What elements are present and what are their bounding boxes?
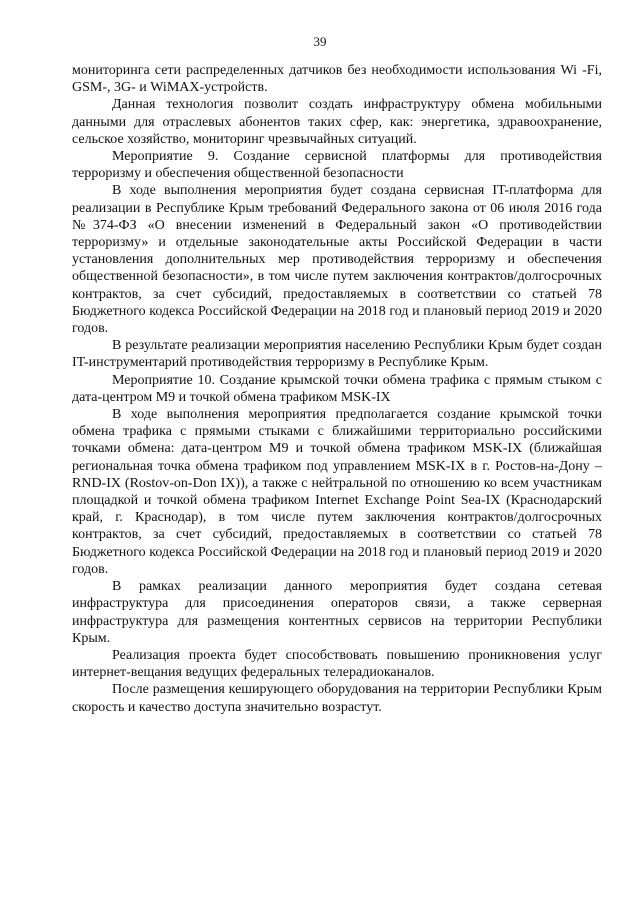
document-body [72,62,602,716]
paragraph-measure-10-infrastructure: В рамках реализации данного мероприятия будет создана сетевая инфраструктура для присоединения операторов связи, а также серверная инфраструктура для размещения контентных сервисов на территории Республики Крым. [72,579,602,646]
paragraph-caching-equipment: После размещения кеширующего оборудования на территории Республики Крым скорость и качество доступа значительно возрастут. [72,682,602,715]
paragraph-technology: Данная технология позволит создать инфраструктуру обмена мобильными данными для отраслевых абонентов таких сфер, как: энергетика, здравоохранение, сельское хозяйство, мониторинг чрезвычайных ситуаций. [72,97,602,147]
paragraph-project-impact: Реализация проекта будет способствовать повышению проникновения услуг интернет-вещания ведущих федеральных телерадиоканалов. [72,647,602,681]
paragraph-measure-9-heading: Мероприятие 9. Создание сервисной платформы для противодействия терроризму и обеспечения общественной безопасности [72,149,602,182]
paragraph-measure-9-result: В результате реализации мероприятия населению Республики Крым будет создан IT-инструментарий противодействия терроризму в Республике Крым. [72,338,602,371]
paragraph-measure-10-description: В ходе выполнения мероприятия предполагается создание крымской точки обмена трафика с прямыми стыками с ближайшими территориально российскими точками обмена: дата-центром М9 и точкой обмена трафиком MSK-IX (ближайшая региональная точка обмена трафиком под управлением MSK-IX в г. Ростов-на-Дону – RND-IX (Rostov-on-Don IX)), а также с нейтральной по отношению ко всем участникам площадкой и точкой обмена трафиком Internet Exchange Point Sea-IX (Краснодарский край, г. Краснодар), в том числе путем заключения контрактов/долгосрочных контрактов, за счет субсидий, предоставляемых в соответствии со статьей 78 Бюджетного кодекса Российской Федерации на 2018 год и плановый период 2019 и 2020 годов. [72,407,602,577]
paragraph-measure-9-description: В ходе выполнения мероприятия будет создана сервисная IT-платформа для реализации в Республике Крым требований Федерального закона от 06 июля 2016 года №374-ФЗ «О внесении изменений в Федеральный закон «О противодействии терроризму» и отдельные законодательные акты Российской Федерации в части установления дополнительных мер противодействия терроризму и обеспечения общественной безопасности», в том числе путем заключения контрактов/долгосрочных контрактов, за счет субсидий, предоставляемых в соответствии со статьей 78 Бюджетного кодекса Российской Федерации на 2018 год и плановый период 2019 и 2020 годов. [72,183,602,337]
page-number: 39 [313,34,327,49]
paragraph-continuation: мониторинга сети распределенных датчиков без необходимости использования Wi -Fi, GSM-, 3G- и WiMAX-устройств. [72,63,602,96]
paragraph-measure-10-heading: Мероприятие 10. Создание крымской точки обмена трафика с прямым стыком с дата-центром М9 и точкой обмена трафиком MSK-IX [72,372,602,405]
